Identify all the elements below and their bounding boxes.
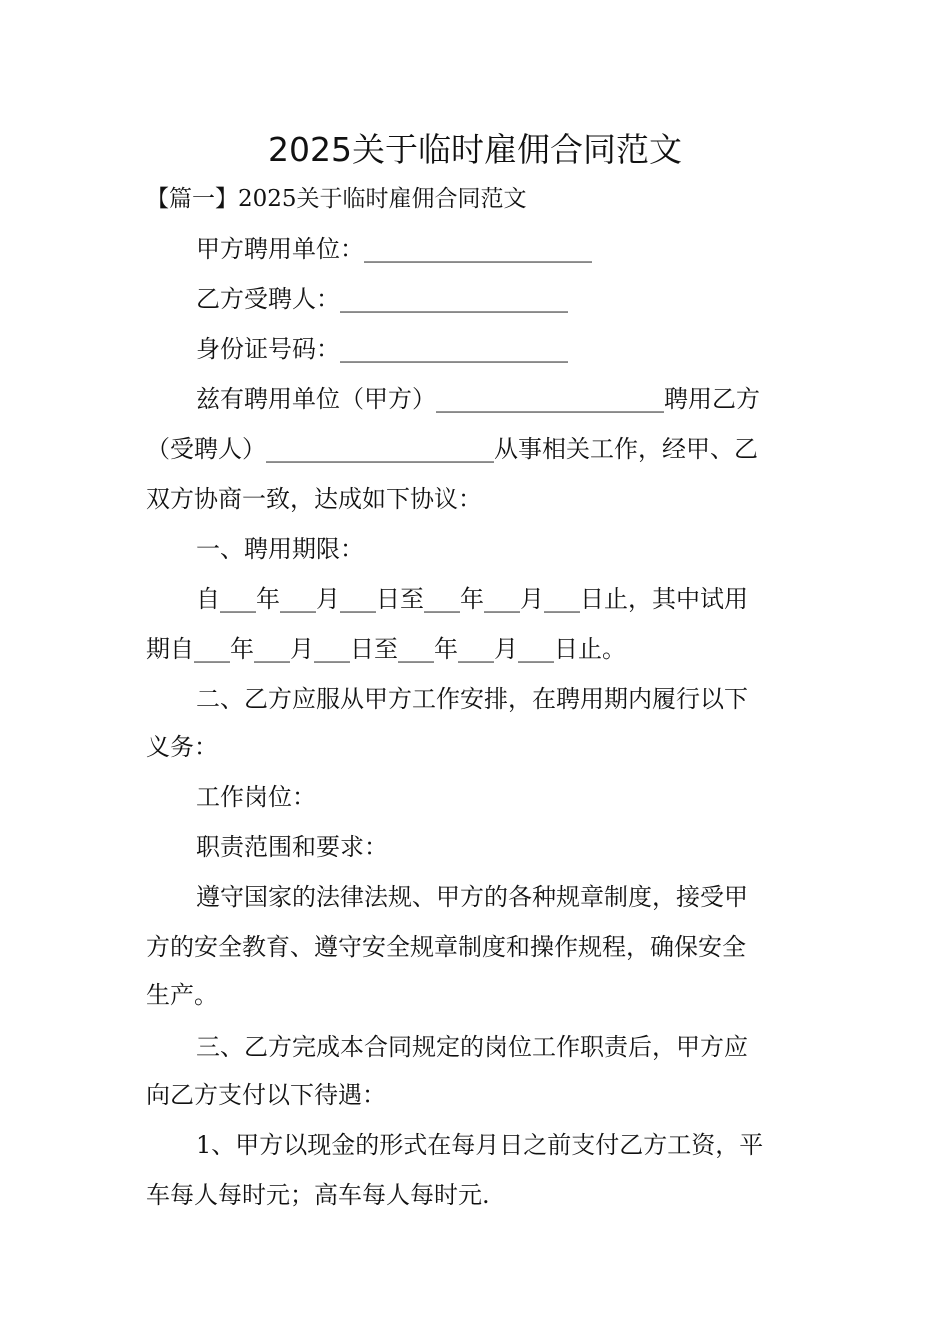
employer-field: 甲方聘用单位：___________________ bbox=[196, 235, 592, 263]
paragraph-line: 自___年___月___日至___年___月___日止，其中试用 bbox=[196, 585, 748, 613]
paragraph-line: （受聘人）___________________从事相关工作，经甲、乙 bbox=[146, 435, 758, 463]
paragraph-line: 二、乙方应服从甲方工作安排，在聘用期内履行以下 bbox=[196, 685, 748, 713]
clause-heading: 一、聘用期限： bbox=[196, 535, 364, 563]
paragraph-line: 生产。 bbox=[146, 981, 218, 1009]
paragraph-line: 期自___年___月___日至___年___月___日止。 bbox=[146, 635, 626, 663]
paragraph-line: 兹有聘用单位（甲方）___________________聘用乙方 bbox=[196, 385, 760, 413]
document-title: 2025关于临时雇佣合同范文 bbox=[268, 130, 682, 169]
paragraph-line: 1、甲方以现金的形式在每月日之前支付乙方工资，平 bbox=[196, 1131, 764, 1159]
paragraph-line: 方的安全教育、遵守安全规章制度和操作规程，确保安全 bbox=[146, 933, 746, 961]
paragraph-line: 遵守国家的法律法规、甲方的各种规章制度，接受甲 bbox=[196, 883, 748, 911]
paragraph-line: 义务： bbox=[146, 733, 218, 761]
paragraph-line: 三、乙方完成本合同规定的岗位工作职责后，甲方应 bbox=[196, 1033, 748, 1061]
employee-field: 乙方受聘人：___________________ bbox=[196, 285, 568, 313]
section-heading: 【篇一】2025关于临时雇佣合同范文 bbox=[146, 186, 527, 212]
paragraph-line: 车每人每时元；高车每人每时元. bbox=[146, 1181, 490, 1209]
duties-field: 职责范围和要求： bbox=[196, 833, 388, 861]
job-position-field: 工作岗位： bbox=[196, 783, 316, 811]
id-number-field: 身份证号码：___________________ bbox=[196, 335, 568, 363]
paragraph-line: 双方协商一致，达成如下协议： bbox=[146, 485, 482, 513]
paragraph-line: 向乙方支付以下待遇： bbox=[146, 1081, 386, 1109]
